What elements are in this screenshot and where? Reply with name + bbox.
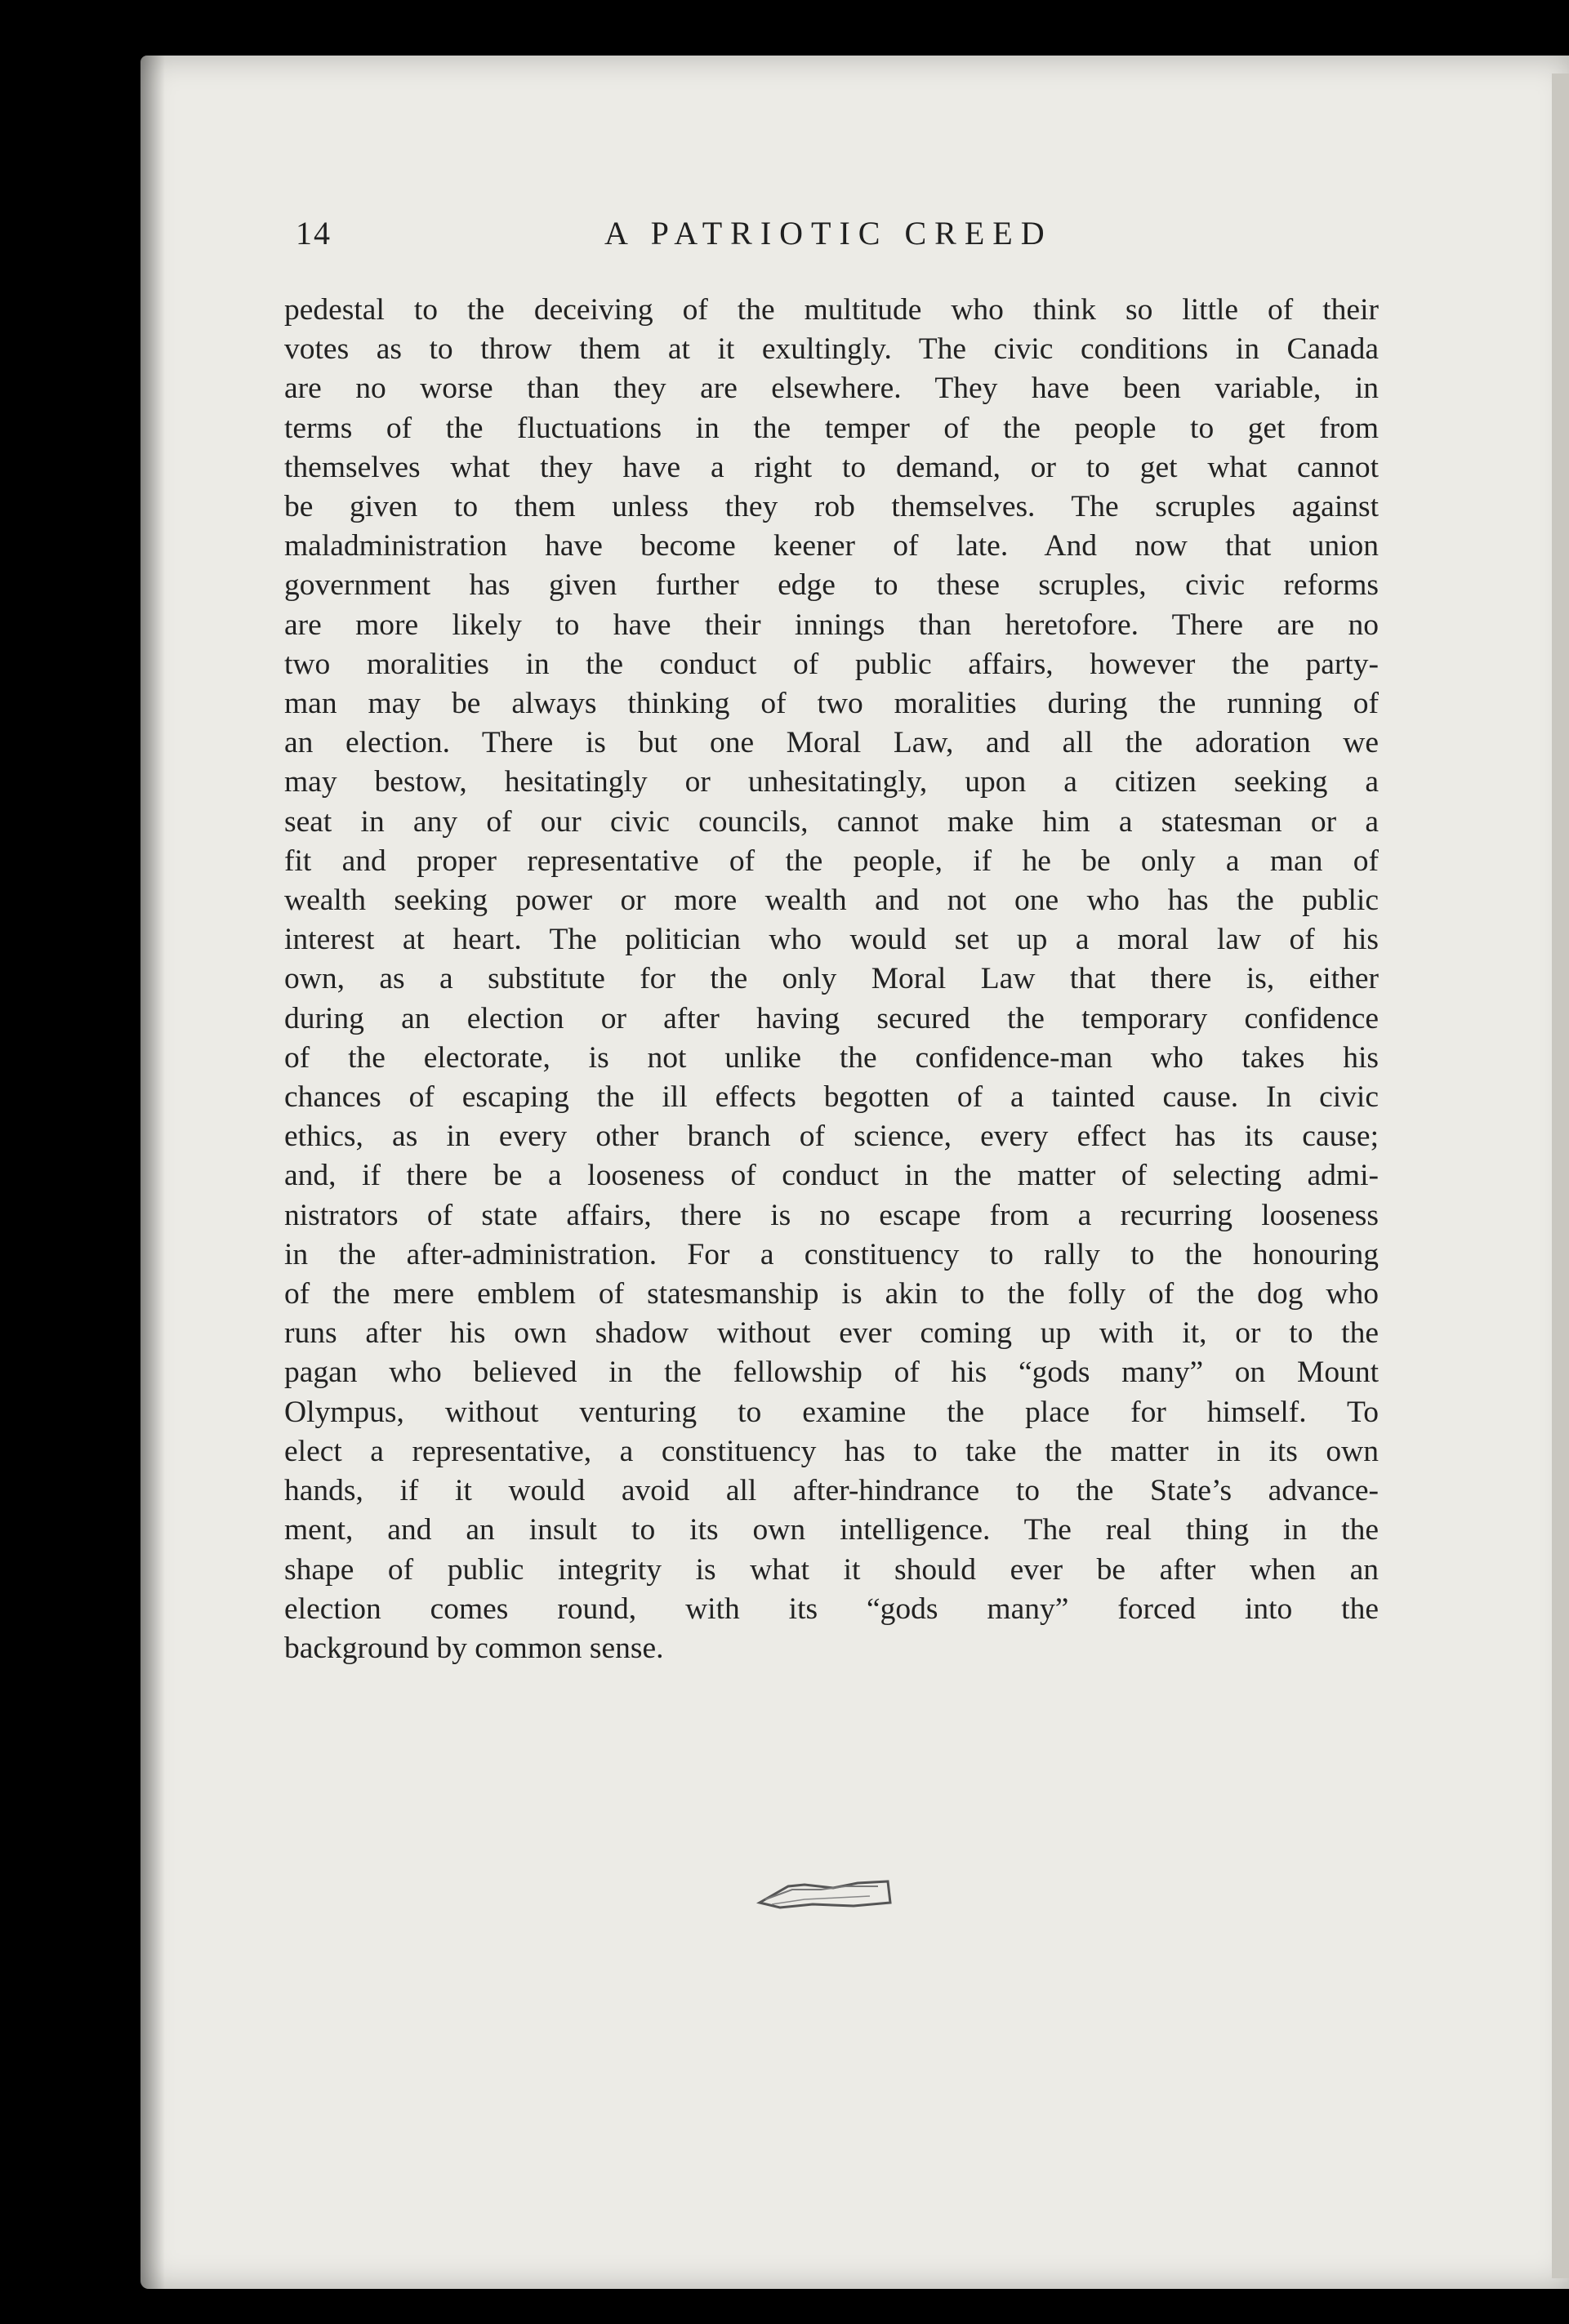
text-line: background by common sense. — [284, 1631, 664, 1665]
book-title: A PATRIOTIC CREED — [604, 215, 1053, 252]
text-line: of the mere emblem of statesmanship is akin to the folly of the dog who — [284, 1277, 1379, 1311]
page-number: 14 — [296, 215, 332, 252]
text-line: pedestal to the deceiving of the multitude who think so little of their — [284, 293, 1379, 327]
text-line: pagan who believed in the fellowship of his “gods many” on Mount — [284, 1356, 1379, 1390]
text-line: be given to them unless they rob themselves. The scruples against — [284, 490, 1379, 524]
text-line: interest at heart. The politician who would set up a moral law of his — [284, 923, 1379, 957]
text-line: own, as a substitute for the only Moral Law that there is, either — [284, 962, 1379, 996]
text-line: Olympus, without venturing to examine the place for himself. To — [284, 1395, 1379, 1429]
text-line: an election. There is but one Moral Law, and all the adoration we — [284, 726, 1379, 760]
text-line: seat in any of our civic councils, cannot make him a statesman or a — [284, 804, 1379, 839]
text-line: terms of the fluctuations in the temper of the people to get from — [284, 411, 1379, 445]
text-line: of the electorate, is not unlike the confidence-man who takes his — [284, 1040, 1379, 1075]
text-line: in the after-administration. For a constituency to rally to the honouring — [284, 1237, 1379, 1271]
text-line: votes as to throw them at it exultingly. The civic conditions in Canada — [284, 332, 1379, 367]
text-line: themselves what they have a right to demand, or to get what cannot — [284, 450, 1379, 484]
text-line: hands, if it would avoid all after-hindrance to the State’s advance- — [284, 1474, 1379, 1508]
text-line: nistrators of state affairs, there is no escape from a recurring looseness — [284, 1198, 1379, 1232]
text-line: shape of public integrity is what it should ever be after when an — [284, 1552, 1379, 1587]
body-text — [284, 291, 1379, 1668]
page-shadow — [140, 56, 165, 2289]
text-line: during an election or after having secured the temporary confidence — [284, 1001, 1379, 1035]
text-line: are no worse than they are elsewhere. They have been variable, in — [284, 372, 1379, 406]
text-line: runs after his own shadow without ever coming up with it, or to the — [284, 1316, 1379, 1351]
text-line: fit and proper representative of the people, if he be only a man of — [284, 844, 1379, 878]
end-ornament-icon — [756, 1878, 894, 1911]
text-line: elect a representative, a constituency has to take the matter in its own — [284, 1434, 1379, 1468]
text-line: two moralities in the conduct of public affairs, however the party- — [284, 647, 1379, 681]
text-line: are more likely to have their innings than heretofore. There are no — [284, 608, 1379, 642]
text-line: may bestow, hesitatingly or unhesitatingly, upon a citizen seeking a — [284, 765, 1379, 799]
text-line: man may be always thinking of two moralities during the running of — [284, 687, 1379, 721]
text-line: wealth seeking power or more wealth and not one who has the public — [284, 884, 1379, 918]
text-line: maladministration have become keener of late. And now that union — [284, 529, 1379, 563]
text-line: ethics, as in every other branch of science, every effect has its cause; — [284, 1120, 1379, 1154]
text-line: and, if there be a looseness of conduct in the matter of selecting admi- — [284, 1159, 1379, 1193]
text-line: chances of escaping the ill effects begotten of a tainted cause. In civic — [284, 1080, 1379, 1115]
next-page-edge — [1552, 73, 1569, 2278]
running-head — [286, 214, 1380, 263]
text-line: election comes round, with its “gods many” forced into the — [284, 1592, 1379, 1626]
text-line: government has given further edge to these scruples, civic reforms — [284, 568, 1379, 603]
text-line: ment, and an insult to its own intelligence. The real thing in the — [284, 1513, 1379, 1547]
